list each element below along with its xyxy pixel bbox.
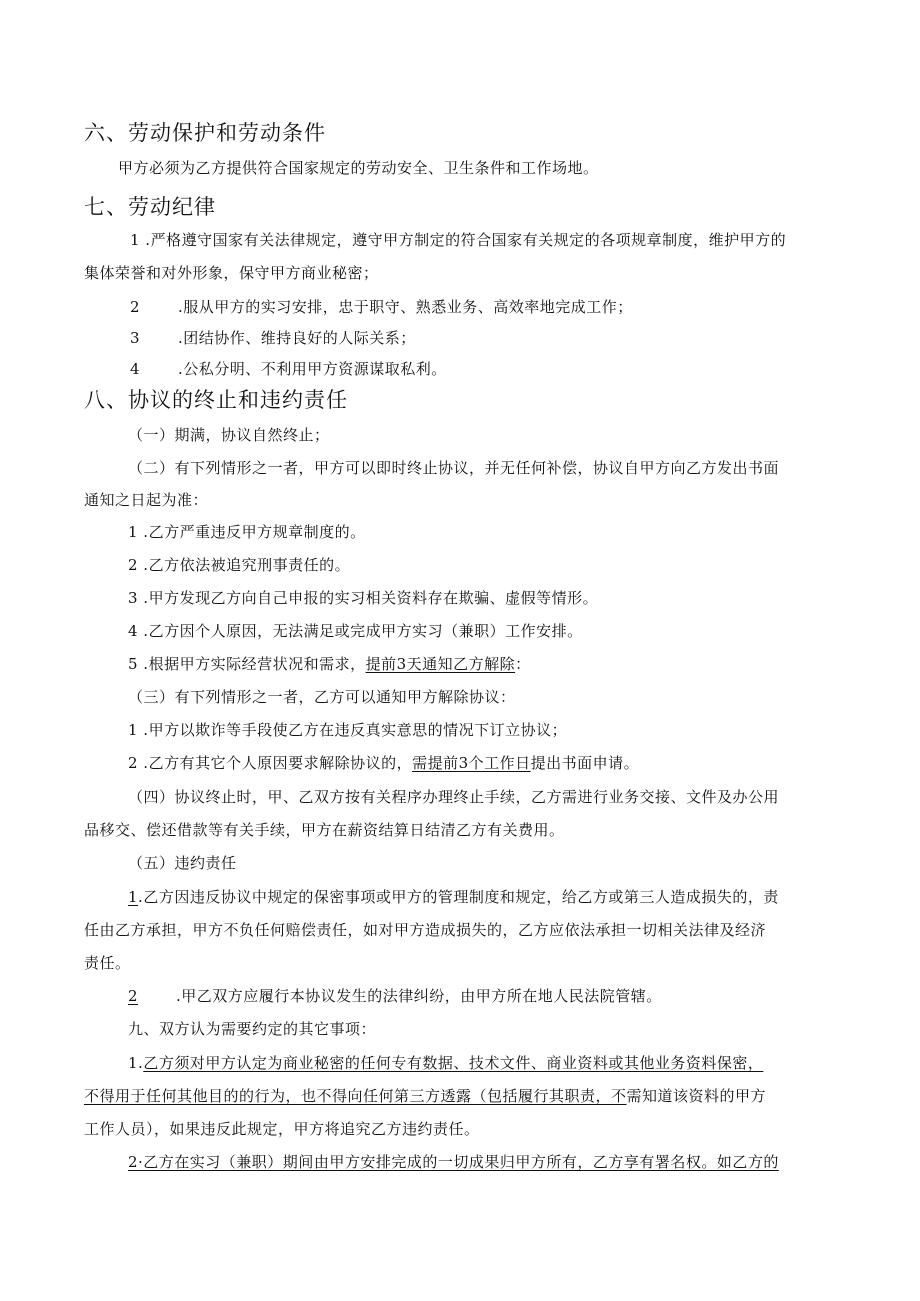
section-7-item-3 — [130, 327, 416, 348]
section-8-sub-5-item-1-line-1 — [128, 886, 779, 907]
section-9-item-2: 2·乙方在实习（兼职）期间由甲方安排完成的一切成果归甲方所有，乙方享有署名权。如乙方的 — [128, 1153, 779, 1171]
item-text: 5 .根据甲方实际经营状况和需求， — [128, 655, 366, 673]
item-number: 2 — [128, 987, 139, 1005]
section-8-sub-2-item-2: 2 .乙方依法被追究刑事责任的。 — [128, 556, 351, 574]
item-text: 需知道该资料的甲方 — [626, 1087, 767, 1105]
section-8-sub-3-item-1: 1 .甲方以欺诈等手段使乙方在违反真实意思的情况下订立协议； — [128, 721, 568, 739]
section-8-heading: 八、协议的终止和违约责任 — [84, 388, 348, 412]
item-number: 1. — [128, 1054, 144, 1072]
section-7-item-2 — [130, 296, 633, 317]
item-number: 1 — [128, 888, 139, 906]
item-text: .公私分明、不利用甲方资源谋取私利。 — [178, 360, 447, 378]
section-6-heading: 六、劳动保护和劳动条件 — [84, 121, 326, 145]
section-8-sub-5-item-2 — [128, 985, 662, 1006]
section-8-sub-2-item-5 — [128, 653, 531, 674]
section-8-sub-3: （三）有下列情形之一者，乙方可以通知甲方解除协议： — [128, 688, 516, 706]
item-number: 2 — [130, 298, 141, 316]
section-8-sub-3-item-2 — [128, 752, 639, 773]
underlined-text: 不得用于任何其他目的的行为，也不得向任何第三方透露（包括履行其职责，不 — [84, 1087, 627, 1105]
underlined-text: 需提前3个工作日 — [412, 754, 531, 772]
section-6-text: 甲方必须为乙方提供符合国家规定的劳动安全、卫生条件和工作场地。 — [118, 159, 599, 177]
underlined-text: 提前3天通知乙方解除 — [365, 655, 516, 673]
item-text: ： — [515, 655, 531, 673]
section-8-sub-2-item-3: 3 .甲方发现乙方向自己申报的实习相关资料存在欺骗、虚假等情形。 — [128, 589, 599, 607]
section-9-heading: 九、双方认为需要约定的其它事项： — [128, 1020, 377, 1038]
section-8-sub-2-item-4: 4 .乙方因个人原因，无法满足或完成甲方实习（兼职）工作安排。 — [128, 622, 583, 640]
section-9-item-1-line-2 — [84, 1085, 766, 1106]
section-8-sub-2-item-1: 1 .乙方严重违反甲方规章制度的。 — [128, 523, 366, 541]
section-8-sub-2-line-1: （二）有下列情形之一者，甲方可以即时终止协议，并无任何补偿，协议自甲方向乙方发出书面 — [128, 459, 780, 477]
item-text: .甲乙双方应履行本协议发生的法律纠纷，由甲方所在地人民法院管辖。 — [176, 987, 662, 1005]
section-8-sub-2-line-2: 通知之日起为准： — [84, 491, 209, 509]
section-8-sub-4-line-2: 品移交、偿还借款等有关手续，甲方在薪资结算日结清乙方有关费用。 — [84, 821, 565, 839]
section-9-item-1-line-3: 工作人员），如果违反此规定，甲方将追究乙方违约责任。 — [84, 1120, 480, 1138]
item-text: 提出书面申请。 — [530, 754, 640, 772]
item-text: .团结协作、维持良好的人际关系； — [178, 329, 416, 347]
section-7-item-1-line-2: 集体荣誉和对外形象，保守甲方商业秘密； — [84, 264, 379, 282]
section-7-item-4 — [130, 358, 447, 379]
item-text: 2 .乙方有其它个人原因要求解除协议的， — [128, 754, 413, 772]
section-8-sub-1: （一）期满，协议自然终止； — [128, 426, 330, 444]
section-7-heading: 七、劳动纪律 — [84, 195, 216, 219]
section-8-sub-4-line-1: （四）协议终止时，甲、乙双方按有关程序办理终止手续，乙方需进行业务交接、文件及办公用 — [128, 788, 780, 806]
section-8-sub-5-item-1-line-3: 责任。 — [84, 954, 131, 972]
section-8-sub-5-item-1-line-2: 任由乙方承担，甲方不负任何赔偿责任，如对甲方造成损失的，乙方应依法承担一切相关法律及经济 — [84, 921, 767, 939]
underlined-text: 乙方须对甲方认定为商业秘密的任何专有数据、技术文件、商业资料或其他业务资料保密， — [143, 1054, 764, 1072]
item-text: .服从甲方的实习安排，忠于职守、熟悉业务、高效率地完成工作； — [178, 298, 633, 316]
section-9-item-1-line-1 — [128, 1052, 763, 1073]
item-number: 3 — [130, 329, 141, 347]
item-number: 4 — [130, 360, 141, 378]
section-7-item-1-line-1: 1 .严格遵守国家有关法律规定，遵守甲方制定的符合国家有关规定的各项规章制度，维护甲方的 — [130, 231, 787, 249]
section-8-sub-5: （五）违约责任 — [128, 854, 237, 872]
item-text: .乙方因违反协议中规定的保密事项或甲方的管理制度和规定，给乙方或第三人造成损失的，责 — [138, 888, 779, 906]
